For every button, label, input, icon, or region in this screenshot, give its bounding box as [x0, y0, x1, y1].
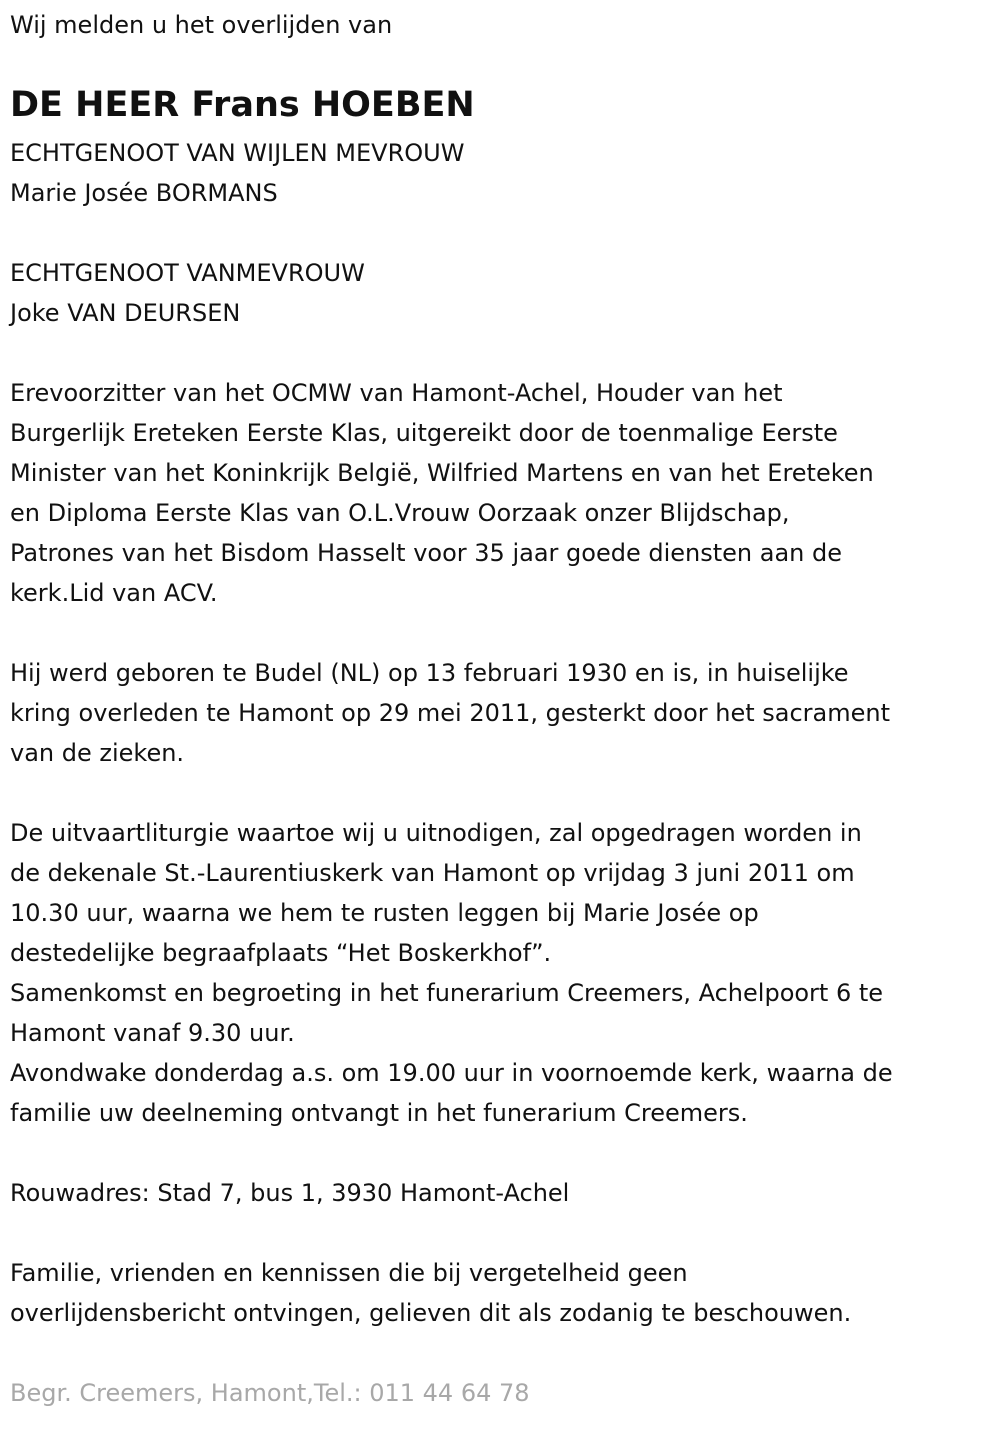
funeral-line: destedelijke begraafplaats “Het Boskerkhof”. [10, 939, 552, 967]
notice-line: Familie, vrienden en kennissen die bij vergetelheid geen [10, 1259, 688, 1287]
funeral-line: Avondwake donderdag a.s. om 19.00 uur in voornoemde kerk, waarna de [10, 1059, 893, 1087]
birth-death-line: Hij werd geboren te Budel (NL) op 13 februari 1930 en is, in huiselijke [10, 659, 849, 687]
honors-line: Minister van het Koninkrijk België, Wilfried Martens en van het Ereteken [10, 459, 874, 487]
birth-death-line: kring overleden te Hamont op 29 mei 2011, gesterkt door het sacrament [10, 699, 891, 727]
honors-line: Burgerlijk Ereteken Eerste Klas, uitgereikt door de toenmalige Eerste [10, 419, 838, 447]
birth-death-line: van de zieken. [10, 739, 185, 767]
mourning-address: Rouwadres: Stad 7, bus 1, 3930 Hamont-Achel [10, 1179, 570, 1207]
funeral-line: De uitvaartliturgie waartoe wij u uitnodigen, zal opgedragen worden in [10, 819, 862, 847]
honors-line: kerk.Lid van ACV. [10, 579, 218, 607]
funeral-line: Samenkomst en begroeting in het funerarium Creemers, Achelpoort 6 te [10, 979, 884, 1007]
funeral-line: 10.30 uur, waarna we hem te rusten leggen bij Marie Josée op [10, 899, 759, 927]
spouse2-name: Joke VAN DEURSEN [10, 299, 241, 327]
funeral-line: de dekenale St.-Laurentiuskerk van Hamont op vrijdag 3 juni 2011 om [10, 859, 855, 887]
notice-line: overlijdensbericht ontvingen, gelieven dit als zodanig te beschouwen. [10, 1299, 852, 1327]
honors-line: Patrones van het Bisdom Hasselt voor 35 jaar goede diensten aan de [10, 539, 842, 567]
funeral-line: Hamont vanaf 9.30 uur. [10, 1019, 295, 1047]
spouse1-name: Marie Josée BORMANS [10, 179, 278, 207]
spouse2-title: ECHTGENOOT VANMEVROUW [10, 259, 365, 287]
funeral-home-footer: Begr. Creemers, Hamont,Tel.: 011 44 64 78 [10, 1379, 530, 1407]
deceased-name: DE HEER Frans HOEBEN [10, 85, 475, 125]
spouse1-title: ECHTGENOOT VAN WIJLEN MEVROUW [10, 139, 465, 167]
honors-line: Erevoorzitter van het OCMW van Hamont-Achel, Houder van het [10, 379, 783, 407]
funeral-line: familie uw deelneming ontvangt in het funerarium Creemers. [10, 1099, 748, 1127]
honors-line: en Diploma Eerste Klas van O.L.Vrouw Oorzaak onzer Blijdschap, [10, 499, 790, 527]
intro-text: Wij melden u het overlijden van [10, 11, 393, 39]
